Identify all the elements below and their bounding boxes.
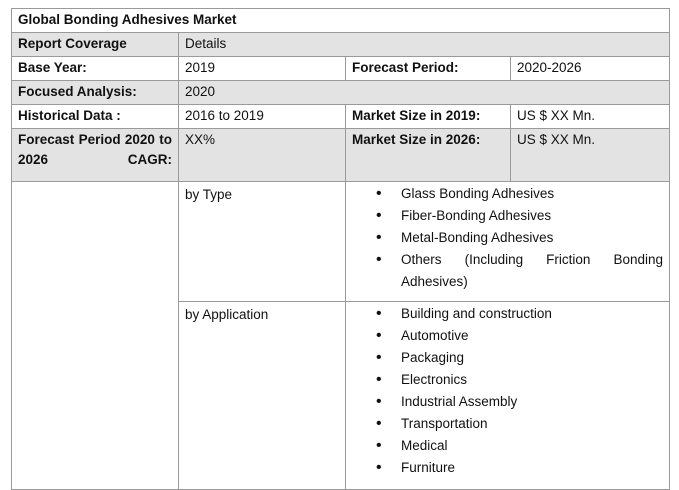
cagr-label-text: Forecast Period 2020 to 2026 CAGR: [18, 132, 172, 167]
header-details: Details [179, 33, 670, 57]
segment-application-list-cell [346, 302, 670, 490]
cagr-value: XX% [179, 129, 346, 182]
segment-empty-cell [12, 182, 179, 490]
list-item: • Building and construction [352, 303, 663, 325]
report-table [11, 8, 670, 490]
list-item: • Automotive [352, 325, 663, 347]
forecast-period-label: Forecast Period: [346, 57, 511, 81]
list-item: • Fiber-Bonding Adhesives [352, 205, 663, 227]
focused-analysis-value: 2020 [179, 81, 670, 105]
historical-data-label: Historical Data : [12, 105, 179, 129]
header-report-coverage: Report Coverage [12, 33, 179, 57]
list-item: • Packaging [352, 347, 663, 369]
list-item: • Metal-Bonding Adhesives [352, 227, 663, 249]
list-item: • Others (Including Friction Bonding Adhesives) [352, 249, 663, 293]
market-size-2019-value: US $ XX Mn. [511, 105, 670, 129]
type-list [352, 183, 663, 293]
market-size-2019-label: Market Size in 2019: [346, 105, 511, 129]
table-title: Global Bonding Adhesives Market [12, 9, 670, 33]
market-size-2026-label: Market Size in 2026: [346, 129, 511, 182]
list-item: • Glass Bonding Adhesives [352, 183, 663, 205]
market-size-2026-value: US $ XX Mn. [511, 129, 670, 182]
focused-analysis-label: Focused Analysis: [12, 81, 179, 105]
list-item: • Industrial Assembly [352, 391, 663, 413]
list-item: • Furniture [352, 457, 663, 479]
forecast-period-value: 2020-2026 [511, 57, 670, 81]
historical-data-value: 2016 to 2019 [179, 105, 346, 129]
segment-type-list-cell [346, 182, 670, 302]
segment-application-label: by Application [179, 302, 346, 490]
list-item: • Medical [352, 435, 663, 457]
cagr-label [12, 129, 179, 182]
base-year-value: 2019 [179, 57, 346, 81]
segment-type-label: by Type [179, 182, 346, 302]
list-item: • Electronics [352, 369, 663, 391]
application-list [352, 303, 663, 479]
base-year-label: Base Year: [12, 57, 179, 81]
list-item: • Transportation [352, 413, 663, 435]
